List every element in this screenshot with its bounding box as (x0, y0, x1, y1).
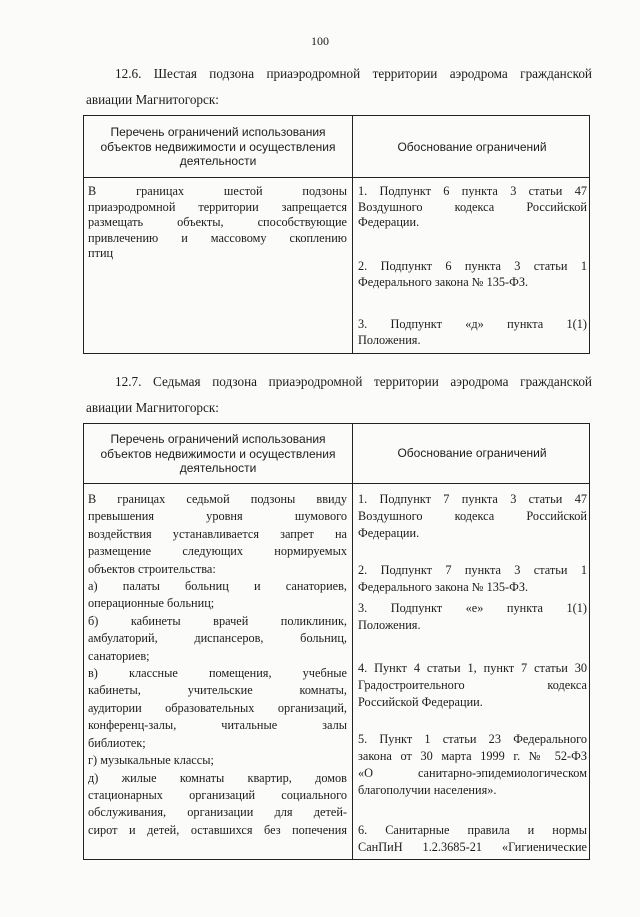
text-line: 2. Подпункт 7 пункта 3 статьи 1 (358, 563, 587, 577)
text-line: операционные больниц; (88, 596, 215, 611)
text-line: Федерального закона № 135-ФЗ. (358, 580, 529, 594)
header-restrictions (88, 432, 348, 476)
header-restrictions-line: Перечень ограничений использования (110, 125, 326, 139)
header-restrictions-line: объектов недвижимости и осуществления (100, 139, 336, 154)
text-line: Федерации. (358, 526, 420, 540)
text-line: воздействия устанавливается запрет на (88, 526, 347, 541)
text-line: а) палаты больниц и санаториев, (88, 579, 347, 594)
header-restrictions-line: объектов недвижимости и осуществления (100, 446, 336, 461)
section-6-intro (86, 61, 592, 113)
text-line: благополучии населения». (358, 783, 497, 797)
table-column-divider (352, 116, 353, 353)
header-restrictions-line: Перечень ограничений использования (110, 432, 326, 446)
text-line: привлечению и массовому скоплению (88, 230, 347, 245)
text-line: «О санитарно-эпидемиологическом (358, 766, 587, 780)
text-line: 1. Подпункт 7 пункта 3 статьи 47 (358, 492, 587, 506)
justification-item (358, 731, 587, 799)
text-line: обслуживания, организации для детей- (88, 805, 347, 820)
text-line: Положения. (358, 618, 421, 632)
text-line: 1. Подпункт 6 пункта 3 статьи 47 (358, 184, 587, 198)
section-6-table (83, 115, 590, 354)
text-line: птиц (88, 246, 114, 261)
text-line: размещение следующих нормируемых (88, 544, 347, 559)
text-line: д) жилые комнаты квартир, домов (88, 770, 347, 785)
text-line: Федерации. (358, 215, 420, 230)
text-line: 2. Подпункт 6 пункта 3 статьи 1 (358, 259, 587, 273)
justification-item (358, 660, 587, 711)
section-7-intro-line1: 12.7. Седьмая подзона приаэродромной территории аэродрома гражданской (115, 374, 592, 389)
justification-item (358, 822, 587, 856)
text-line: Положения. (358, 332, 421, 347)
justification-item (358, 491, 587, 542)
text-line: В границах седьмой подзоны ввиду (88, 492, 347, 506)
justification-item (358, 184, 587, 231)
text-line: амбулаторий, диспансеров, больниц, (88, 631, 347, 646)
section-7-intro-line2: авиации Магнитогорск: (86, 400, 219, 415)
text-line: в) классные помещения, учебные (88, 666, 347, 681)
section-7-intro (86, 369, 592, 421)
text-line: стационарных организаций социального (88, 787, 347, 802)
table-header-divider (84, 177, 589, 178)
restrictions-text (88, 184, 347, 262)
text-line: 5. Пункт 1 статьи 23 Федерального (358, 732, 587, 746)
justification-item (358, 562, 587, 596)
header-justification: Обоснование ограничений (397, 140, 547, 154)
text-line: Градостроительного кодекса (358, 678, 587, 692)
text-line: кабинеты, учительские комнаты, (88, 683, 347, 698)
text-line: Российской Федерации. (358, 695, 483, 709)
text-line: СанПиН 1.2.3685-21 «Гигиенические (358, 840, 587, 854)
text-line: г) музыкальные классы; (88, 753, 214, 768)
section-6-intro-line1: 12.6. Шестая подзона приаэродромной территории аэродрома гражданской (115, 66, 592, 81)
text-line: сирот и детей, оставшихся без попечения (88, 822, 347, 837)
table-header-divider (84, 483, 589, 484)
text-line: аудитории образовательных организаций, (88, 700, 347, 715)
text-line: конференц-залы, читальные залы (88, 718, 347, 733)
section-6-intro-line2: авиации Магнитогорск: (86, 92, 219, 107)
text-line: санаториев; (88, 648, 150, 663)
text-line: закона от 30 марта 1999 г. № 52-ФЗ (358, 749, 587, 763)
text-line: 3. Подпункт «д» пункта 1(1) (358, 317, 587, 331)
section-7-table (83, 423, 590, 860)
header-restrictions-line: деятельности (179, 461, 257, 475)
text-line: превышения уровня шумового (88, 509, 347, 524)
page-number: 100 (311, 34, 329, 48)
text-line: приаэродромной территории запрещается (88, 199, 347, 214)
justification-item (358, 317, 587, 348)
text-line: В границах шестой подзоны (88, 184, 347, 198)
header-restrictions (88, 125, 348, 169)
text-line: библиотек; (88, 735, 146, 750)
table-column-divider (352, 424, 353, 859)
text-line: объектов строительства: (88, 561, 216, 576)
text-line: Воздушного кодекса Российской (358, 509, 587, 523)
header-restrictions-line: деятельности (179, 154, 257, 168)
text-line: б) кабинеты врачей поликлиник, (88, 613, 347, 628)
header-justification: Обоснование ограничений (397, 446, 547, 460)
text-line: 3. Подпункт «е» пункта 1(1) (358, 601, 587, 615)
text-line: Федерального закона № 135-ФЗ. (358, 274, 529, 289)
justification-item (358, 600, 587, 634)
restrictions-text (88, 491, 347, 839)
justification-item (358, 259, 587, 290)
text-line: 6. Санитарные правила и нормы (358, 823, 587, 837)
text-line: Воздушного кодекса Российской (358, 199, 587, 214)
text-line: 4. Пункт 4 статьи 1, пункт 7 статьи 30 (358, 661, 587, 675)
text-line: размещать объекты, способствующие (88, 215, 347, 230)
